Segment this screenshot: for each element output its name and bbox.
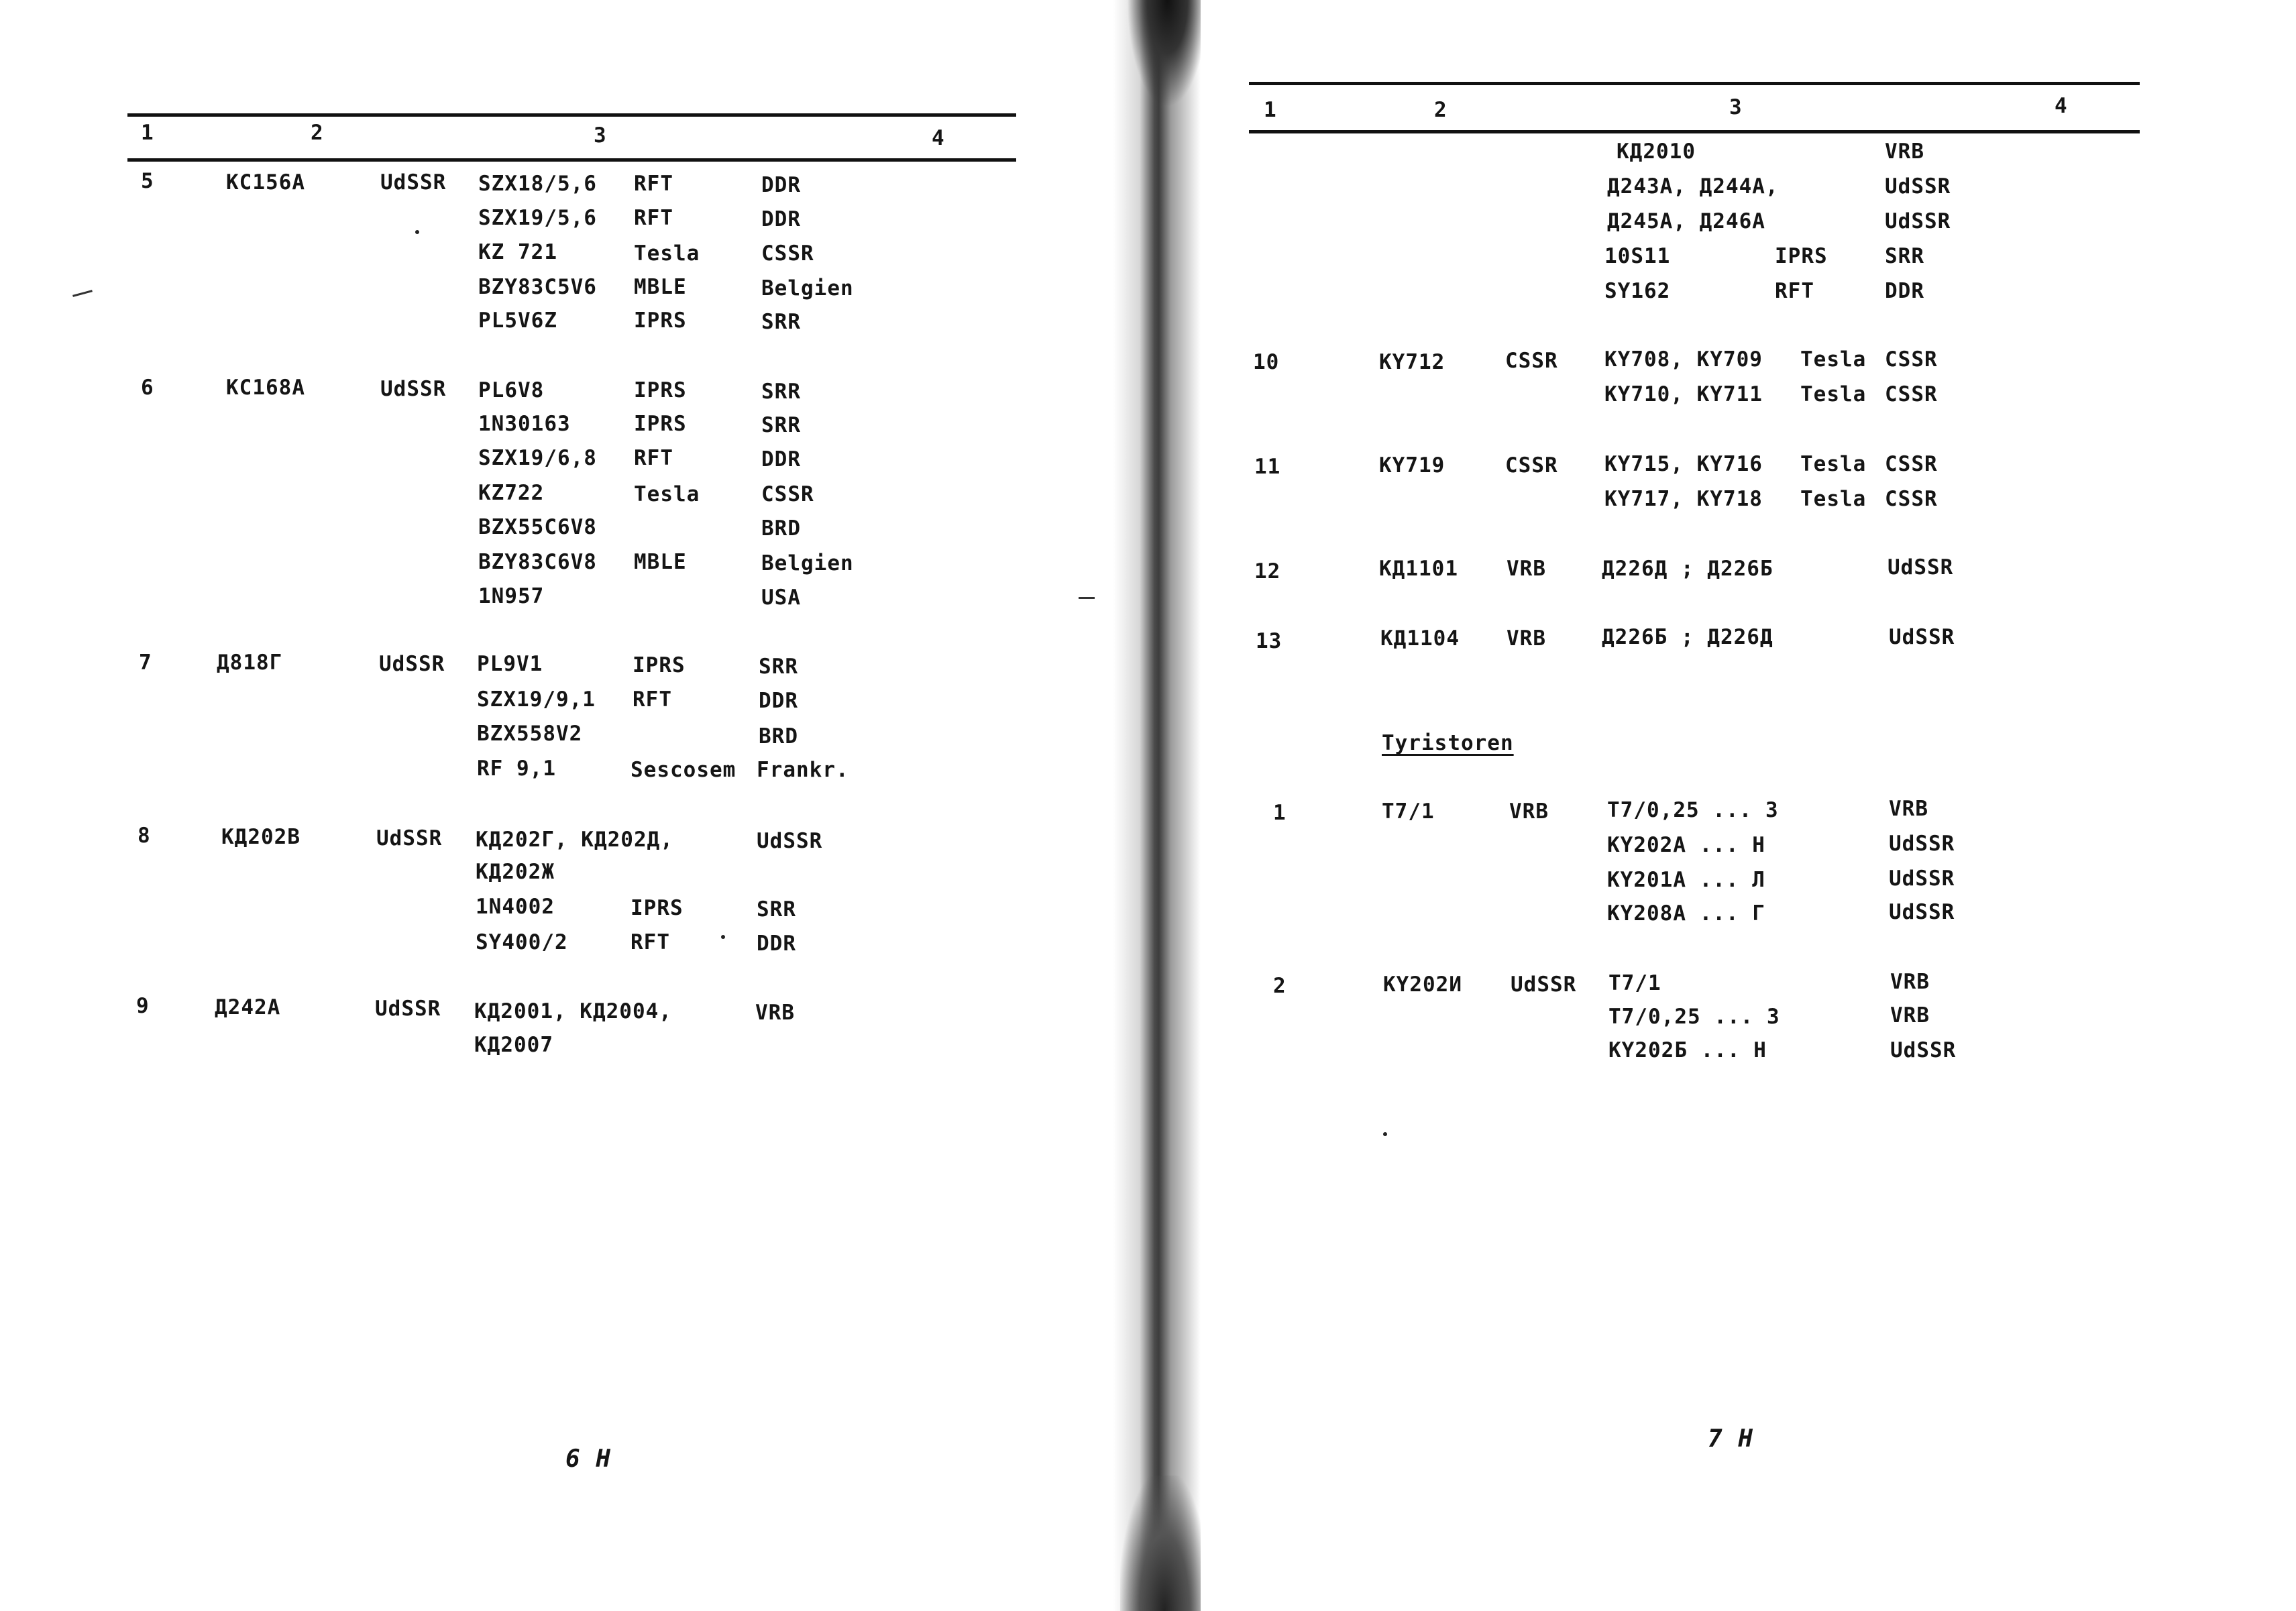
equiv-country: UdSSR [1889, 867, 1955, 891]
equiv-part: PL5V6Z [478, 309, 557, 333]
equiv-country: UdSSR [757, 829, 823, 853]
left-header-col3: 3 [594, 123, 607, 148]
equiv-country: DDR [757, 932, 796, 956]
equiv-country: DDR [761, 207, 801, 231]
equiv-country: UdSSR [1885, 174, 1951, 199]
equiv-part: 10S11 [1604, 244, 1671, 268]
entry-number: 10 [1253, 350, 1280, 374]
entry-type: KД1101 [1379, 557, 1458, 581]
entry-number: 13 [1256, 629, 1282, 653]
equiv-country: DDR [1885, 279, 1924, 303]
equiv-part: PL9V1 [477, 652, 543, 676]
equiv-country: VRB [1885, 140, 1924, 164]
equiv-part: KY208A ... Г [1607, 901, 1765, 926]
equiv-country: CSSR [761, 482, 814, 506]
entry-type: KY202И [1383, 973, 1462, 997]
equiv-part: PL6V8 [478, 378, 545, 402]
equiv-country: USA [761, 586, 801, 610]
equiv-part: SY162 [1604, 279, 1671, 303]
equiv-maker: IPRS [634, 378, 687, 402]
equiv-country: SRR [1885, 244, 1924, 268]
entry-origin: UdSSR [380, 377, 447, 401]
left-header-col2: 2 [311, 121, 324, 145]
equiv-part: T7/0,25 ... 3 [1607, 798, 1779, 822]
equiv-part: T7/1 [1608, 971, 1661, 995]
scan-speck [415, 230, 419, 234]
equiv-country: CSSR [761, 241, 814, 266]
entry-number: 12 [1254, 559, 1281, 584]
equiv-maker: IPRS [634, 309, 687, 333]
equiv-part: KД2001, KД2004, [474, 999, 672, 1023]
equiv-country: CSSR [1885, 382, 1938, 406]
entry-origin: CSSR [1505, 453, 1558, 478]
equiv-part: KY715, KY716 [1604, 452, 1763, 476]
entry-type: KC156A [226, 170, 305, 195]
scan-speck [1383, 1132, 1387, 1136]
equiv-country: UdSSR [1889, 900, 1955, 924]
left-header-col1: 1 [141, 121, 154, 145]
equiv-part: SZX19/5,6 [478, 206, 597, 230]
entry-number: 5 [141, 169, 154, 193]
equiv-country: VRB [1889, 797, 1928, 821]
equiv-part: Д243A, Д244A, [1607, 174, 1779, 199]
right-page-number: 7 Н [1708, 1425, 1754, 1453]
equiv-maker: RFT [634, 206, 673, 230]
equiv-part: SZX18/5,6 [478, 172, 597, 196]
left-header-col4: 4 [932, 126, 945, 150]
section-title-thyristors: Tyristoren [1382, 731, 1514, 755]
equiv-country: SRR [757, 897, 796, 922]
scan-speck [721, 935, 725, 939]
entry-origin: UdSSR [1511, 973, 1577, 997]
equiv-part: T7/0,25 ... 3 [1608, 1005, 1780, 1029]
entry-origin: VRB [1509, 799, 1549, 824]
right-header-rule [1249, 130, 2140, 133]
equiv-country: VRB [1890, 970, 1930, 994]
equiv-maker: RFT [633, 687, 672, 712]
equiv-part: RF 9,1 [477, 757, 556, 781]
equiv-country: SRR [761, 310, 801, 334]
equiv-part: Д226Д ; Д226Б [1602, 557, 1773, 581]
equiv-maker: RFT [631, 930, 670, 954]
equiv-part: BZY83C5V6 [478, 275, 597, 299]
equiv-country: SRR [761, 413, 801, 437]
equiv-part: KY202Б ... Н [1608, 1038, 1767, 1062]
equiv-maker: IPRS [631, 896, 684, 920]
equiv-country: UdSSR [1890, 1038, 1957, 1062]
entry-number: 9 [136, 994, 150, 1018]
entry-origin: CSSR [1505, 349, 1558, 373]
entry-type: KC168A [226, 376, 305, 400]
equiv-maker: Tesla [1800, 382, 1867, 406]
equiv-maker: Sescosem [631, 758, 736, 782]
entry-type: KY719 [1379, 453, 1445, 478]
right-top-rule [1249, 82, 2140, 85]
equiv-country: VRB [755, 1001, 795, 1025]
gutter-bottom-shadow [1120, 1476, 1201, 1611]
equiv-country: DDR [759, 689, 798, 713]
equiv-country: DDR [761, 173, 801, 197]
left-top-rule [127, 113, 1016, 117]
entry-type: Д242A [215, 995, 281, 1019]
equiv-country: UdSSR [1889, 625, 1955, 649]
equiv-country: UdSSR [1888, 555, 1954, 579]
equiv-maker: Tesla [1800, 487, 1867, 511]
equiv-country: UdSSR [1885, 209, 1951, 233]
entry-origin: VRB [1507, 557, 1546, 581]
equiv-country: CSSR [1885, 347, 1938, 372]
entry-number: 6 [141, 376, 154, 400]
equiv-part: SZX19/9,1 [477, 687, 596, 712]
equiv-part: KY717, KY718 [1604, 487, 1763, 511]
right-header-col1: 1 [1264, 98, 1277, 122]
scan-mark [72, 290, 93, 297]
entry-number: 11 [1254, 455, 1281, 479]
equiv-part: BZY83C6V8 [478, 550, 597, 574]
entry-origin: UdSSR [379, 652, 445, 676]
entry-number: 2 [1273, 974, 1287, 998]
equiv-maker: RFT [1775, 279, 1814, 303]
equiv-part: 1N4002 [476, 895, 555, 919]
entry-type: KY712 [1379, 350, 1445, 374]
equiv-part: KД202Ж [476, 860, 555, 884]
entry-type: KД1104 [1380, 626, 1460, 651]
entry-number: 7 [139, 651, 152, 675]
equiv-country: Belgien [761, 551, 854, 575]
right-header-col3: 3 [1729, 95, 1743, 119]
equiv-country: Frankr. [757, 758, 849, 782]
equiv-country: SRR [761, 380, 801, 404]
right-header-col4: 4 [2055, 94, 2068, 118]
right-header-col2: 2 [1434, 98, 1447, 122]
equiv-country: BRD [761, 516, 801, 541]
equiv-part: KY708, KY709 [1604, 347, 1763, 372]
equiv-maker: RFT [634, 172, 673, 196]
equiv-part: BZX558V2 [477, 722, 583, 746]
entry-origin: VRB [1507, 626, 1546, 651]
equiv-maker: Tesla [634, 241, 700, 266]
entry-number: 1 [1273, 801, 1287, 825]
entry-number: 8 [138, 824, 151, 848]
equiv-maker: Tesla [1800, 452, 1867, 476]
equiv-part: SZX19/6,8 [478, 446, 597, 470]
equiv-country: VRB [1890, 1003, 1930, 1027]
equiv-maker: MBLE [634, 550, 687, 574]
entry-type: T7/1 [1382, 799, 1435, 824]
equiv-country: CSSR [1885, 452, 1938, 476]
equiv-country: CSSR [1885, 487, 1938, 511]
entry-origin: UdSSR [376, 826, 443, 850]
equiv-country: Belgien [761, 276, 854, 300]
entry-origin: UdSSR [375, 997, 441, 1021]
entry-type: KД202B [221, 825, 300, 849]
equiv-country: SRR [759, 655, 798, 679]
entry-type: Д818Г [217, 651, 283, 675]
equiv-maker: IPRS [1775, 244, 1828, 268]
entry-origin: UdSSR [380, 170, 447, 195]
scan-mark [1079, 597, 1095, 599]
equiv-part: KД2010 [1617, 140, 1696, 164]
equiv-part: KZ 721 [478, 240, 557, 264]
equiv-maker: RFT [634, 446, 673, 470]
left-header-rule [127, 158, 1016, 162]
equiv-part: SY400/2 [476, 930, 568, 954]
equiv-maker: MBLE [634, 275, 687, 299]
equiv-part: Д245A, Д246A [1607, 209, 1765, 233]
equiv-part: KY201A ... Л [1607, 868, 1765, 892]
equiv-part: 1N30163 [478, 412, 571, 436]
equiv-part: KZ722 [478, 481, 545, 505]
equiv-part: KД202Г, KД202Д, [476, 828, 673, 852]
gutter-top-shadow [1127, 0, 1201, 107]
equiv-country: DDR [761, 447, 801, 471]
equiv-country: BRD [759, 724, 798, 748]
left-page-number: 6 Н [565, 1445, 612, 1473]
equiv-part: BZX55C6V8 [478, 515, 597, 539]
equiv-maker: IPRS [634, 412, 687, 436]
equiv-country: UdSSR [1889, 832, 1955, 856]
equiv-maker: Tesla [1800, 347, 1867, 372]
equiv-part: KД2007 [474, 1033, 553, 1057]
equiv-part: KY710, KY711 [1604, 382, 1763, 406]
equiv-part: KY202A ... H [1607, 833, 1765, 857]
book-gutter-shadow [1113, 0, 1201, 1611]
equiv-maker: Tesla [634, 482, 700, 506]
equiv-part: 1N957 [478, 584, 545, 608]
equiv-part: Д226Б ; Д226Д [1602, 625, 1773, 649]
equiv-maker: IPRS [633, 653, 686, 677]
